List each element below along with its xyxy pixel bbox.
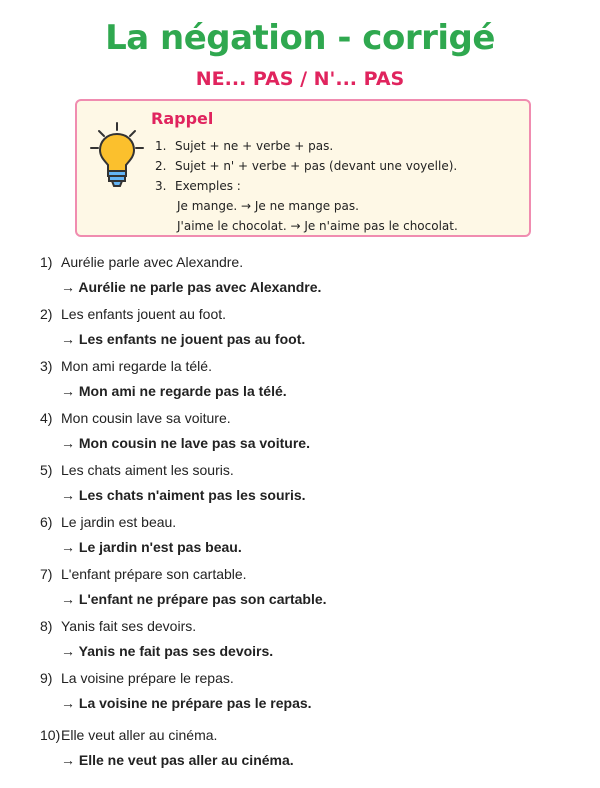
page-title: La négation - corrigé <box>105 18 495 58</box>
rule-text: Sujet + ne + verbe + pas. <box>175 139 334 153</box>
exercise-number: 2) <box>40 306 53 322</box>
answer <box>61 750 294 770</box>
question-text: Mon cousin lave sa voiture. <box>61 410 231 426</box>
answer-text: Aurélie ne parle pas avec Alexandre. <box>78 279 322 295</box>
example-line: Je mange. → Je ne mange pas. <box>177 199 359 213</box>
rule-number: 1. <box>155 139 167 153</box>
rule-text: Exemples : <box>175 179 241 193</box>
question <box>40 512 176 532</box>
exercise-item <box>40 460 580 512</box>
question-text: Yanis fait ses devoirs. <box>61 618 197 634</box>
question <box>40 616 196 636</box>
exercise-item <box>40 564 580 616</box>
answer-text: Mon cousin ne lave pas sa voiture. <box>78 435 310 451</box>
arrow-icon: → <box>61 279 75 295</box>
exercise-item <box>40 512 580 564</box>
exercise-number: 1) <box>40 254 53 270</box>
rappel-box <box>75 99 531 237</box>
question-text: Elle veut aller au cinéma. <box>61 727 218 743</box>
arrow-icon: → <box>61 435 75 451</box>
answer-text: Les chats n'aiment pas les souris. <box>78 487 306 503</box>
question <box>40 668 234 688</box>
question-text: Le jardin est beau. <box>61 514 177 530</box>
answer <box>61 537 242 557</box>
question-text: La voisine prépare le repas. <box>61 670 234 686</box>
answer-text: Les enfants ne jouent pas au foot. <box>78 331 306 347</box>
exercise-number: 7) <box>40 566 53 582</box>
exercise-item <box>40 252 580 304</box>
question-text: Mon ami regarde la télé. <box>61 358 212 374</box>
arrow-icon: → <box>61 752 75 768</box>
exercise-list <box>40 252 580 777</box>
arrow-icon: → <box>61 487 75 503</box>
exercise-number: 9) <box>40 670 53 686</box>
exercise-item <box>40 356 580 408</box>
answer <box>61 485 306 505</box>
arrow-icon: → <box>61 539 75 555</box>
answer <box>61 277 321 297</box>
rule-item <box>155 176 458 196</box>
exercise-number: 8) <box>40 618 53 634</box>
rule-item <box>155 156 458 176</box>
question <box>40 304 226 324</box>
rappel-title: Rappel <box>151 109 214 128</box>
exercise-item <box>40 616 580 668</box>
question-text: Aurélie parle avec Alexandre. <box>61 254 244 270</box>
exercise-number: 5) <box>40 462 53 478</box>
question <box>40 252 243 272</box>
exercise-number: 6) <box>40 514 53 530</box>
answer-text: Mon ami ne regarde pas la télé. <box>78 383 287 399</box>
answer-text: Elle ne veut pas aller au cinéma. <box>78 752 294 768</box>
exercise-item <box>40 408 580 460</box>
answer <box>61 641 273 661</box>
arrow-icon: → <box>61 331 75 347</box>
rules-list <box>155 136 458 236</box>
rule-number: 3. <box>155 179 167 193</box>
exercise-number: 4) <box>40 410 53 426</box>
exercise-number: 10) <box>40 727 61 743</box>
question-text: Les enfants jouent au foot. <box>61 306 227 322</box>
answer-text: Le jardin n'est pas beau. <box>78 539 242 555</box>
arrow-icon: → <box>61 591 75 607</box>
question <box>40 564 247 584</box>
exercise-item <box>40 304 580 356</box>
question <box>40 725 217 745</box>
arrow-icon: → <box>61 383 75 399</box>
example-line: J'aime le chocolat. → Je n'aime pas le chocolat. <box>177 219 458 233</box>
page-subtitle: NE... PAS / N'... PAS <box>195 68 405 90</box>
arrow-icon: → <box>61 695 75 711</box>
question-text: Les chats aiment les souris. <box>61 462 234 478</box>
question <box>40 356 212 376</box>
lightbulb-icon <box>87 121 147 191</box>
exercise-item <box>40 725 580 777</box>
arrow-icon: → <box>61 643 75 659</box>
answer-text: L'enfant ne prépare pas son cartable. <box>78 591 327 607</box>
answer <box>61 329 305 349</box>
question-text: L'enfant prépare son cartable. <box>61 566 247 582</box>
exercise-item <box>40 668 580 720</box>
question <box>40 408 231 428</box>
exercise-number: 3) <box>40 358 53 374</box>
question <box>40 460 234 480</box>
answer <box>61 693 312 713</box>
answer <box>61 433 310 453</box>
rule-text: Sujet + n' + verbe + pas (devant une voyelle). <box>175 159 458 173</box>
answer-text: La voisine ne prépare pas le repas. <box>78 695 312 711</box>
answer-text: Yanis ne fait pas ses devoirs. <box>78 643 274 659</box>
rule-item <box>155 136 458 156</box>
answer <box>61 381 287 401</box>
answer <box>61 589 327 609</box>
rule-number: 2. <box>155 159 167 173</box>
